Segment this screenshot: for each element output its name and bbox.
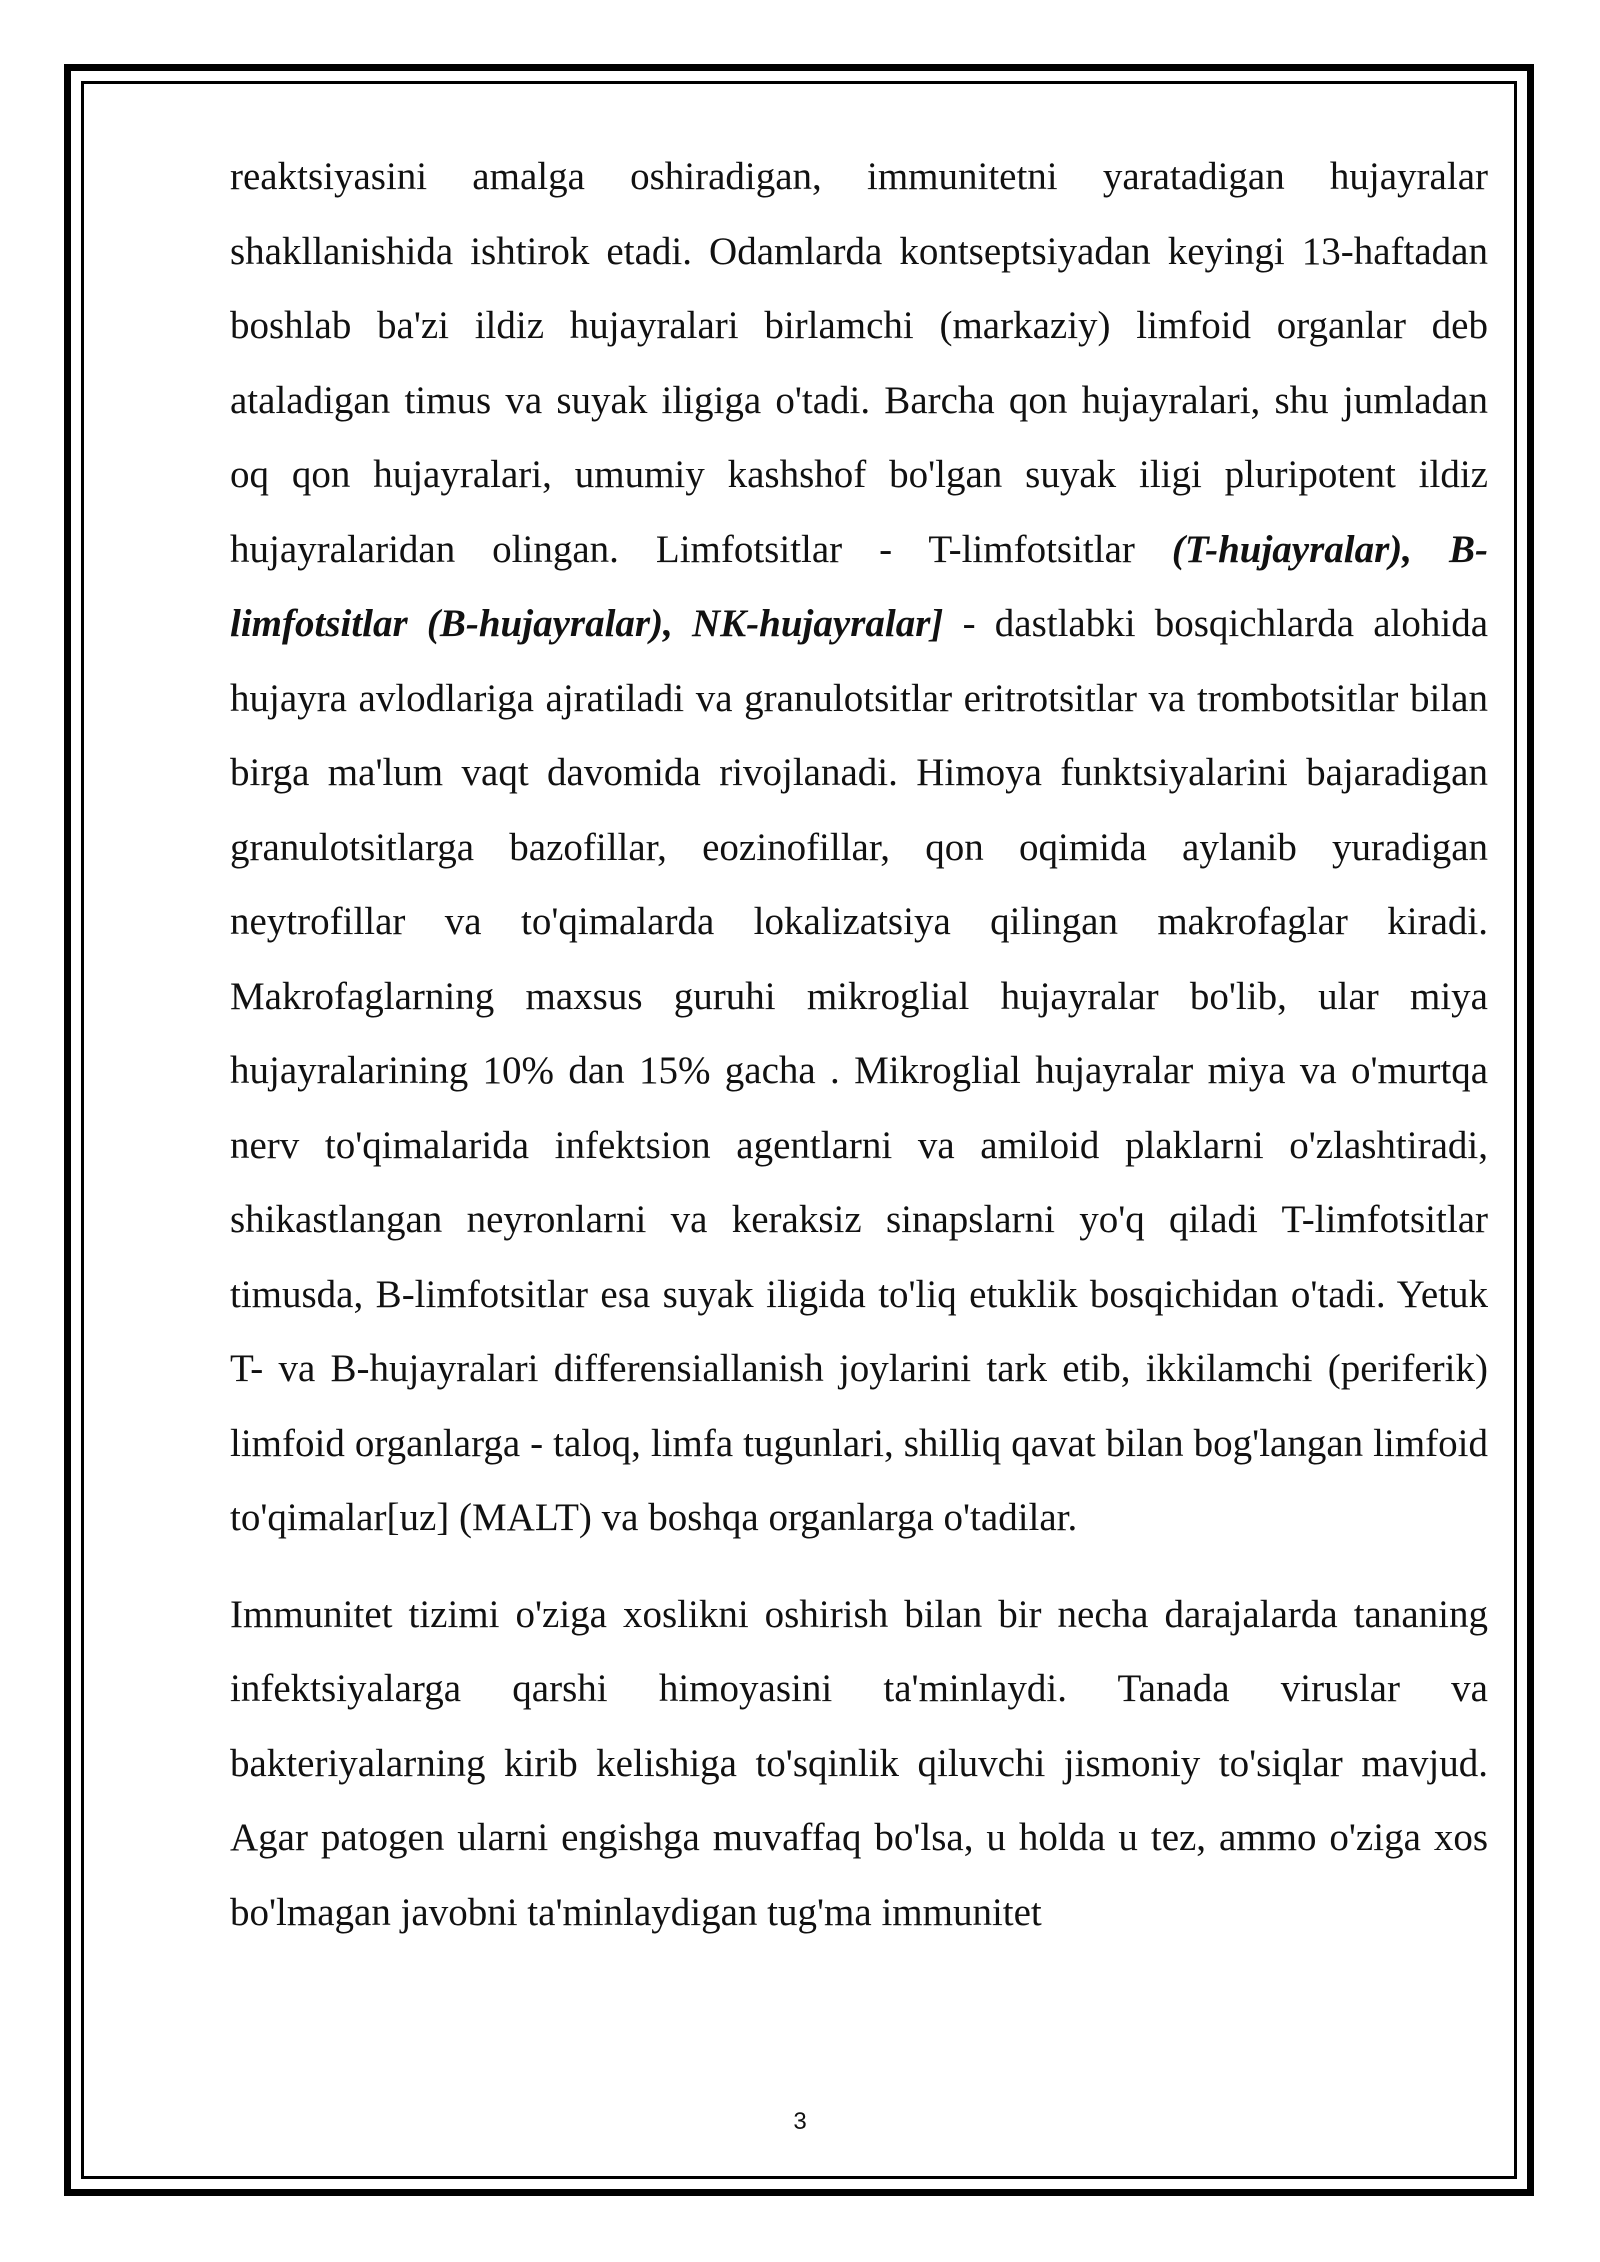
paragraph-1-text-end: - dastlabki bosqichlarda alohida hujayra avlodlariga ajratiladi va granulotsitlar eritrotsitlar va trombotsitlar bilan birga ma'lum vaqt davomida rivojlanadi. Himoya funktsiyalarini bajaradigan granulotsitlarga bazofillar, eozinofillar, qon oqimida aylanib yuradigan neytrofillar va to'qimalarda lokalizatsiya qilingan makrofaglar kiradi. Makrofaglarning maxsus guruhi mikroglial hujayralar bo'lib, ular miya hujayralarining 10% dan 15% gacha . Mikroglial hujayralar miya va o'murtqa nerv to'qimalarida infektsion agentlarni va amiloid plaklarni o'zlashtiradi, shikastlangan neyronlarni va keraksiz sinapslarni yo'q qiladi T-limfotsitlar timusda, B-limfotsitlar esa suyak iligida to'liq etuklik bosqichidan o'tadi. Yetuk T- va B-hujayralari differensiallanish joylarini tark etib, ikkilamchi (periferik) limfoid organlarga - taloq, limfa tugunlari, shilliq qavat bilan bog'langan limfoid to'qimalar[uz] (MALT) va boshqa organlarga o'tadilar. xyxy=(230,602,1488,1539)
page-number: 3 xyxy=(793,2108,807,2135)
paragraph-1-text-start: reaktsiyasini amalga oshiradigan, immunitetni yaratadigan hujayralar shakllanishida ishtirok etadi. Odamlarda kontseptsiyadan keyingi 13-haftadan boshlab ba'zi ildiz hujayralari birlamchi (markaziy) limfoid organlar deb ataladigan timus va suyak iligiga o'tadi. Barcha qon hujayralari, shu jumladan oq qon hujayralari, umumiy kashshof bo'lgan suyak iligi pluripotent ildiz hujayralaridan olingan. Limfotsitlar - T-limfotsitlar xyxy=(230,155,1488,571)
paragraph-1-emphasis: (T-hujayralar), B-limfotsitlar (B-hujayralar), NK-hujayralar] xyxy=(230,527,1489,645)
paragraph-2: Immunitet tizimi o'ziga xoslikni oshirish bilan bir necha darajalarda tananing infektsiyalarga qarshi himoyasini ta'minlaydi. Tanada viruslar va bakteriyalarning kirib kelishiga to'sqinlik qiluvchi jismoniy to'siqlar mavjud. Agar patogen ularni engishga muvaffaq bo'lsa, u holda u tez, ammo o'ziga xos bo'lmagan javobni ta'minlaydigan tug'ma immunitet xyxy=(230,1592,1488,1934)
paragraph-1 xyxy=(230,140,1488,1556)
document-body xyxy=(230,140,1488,1950)
